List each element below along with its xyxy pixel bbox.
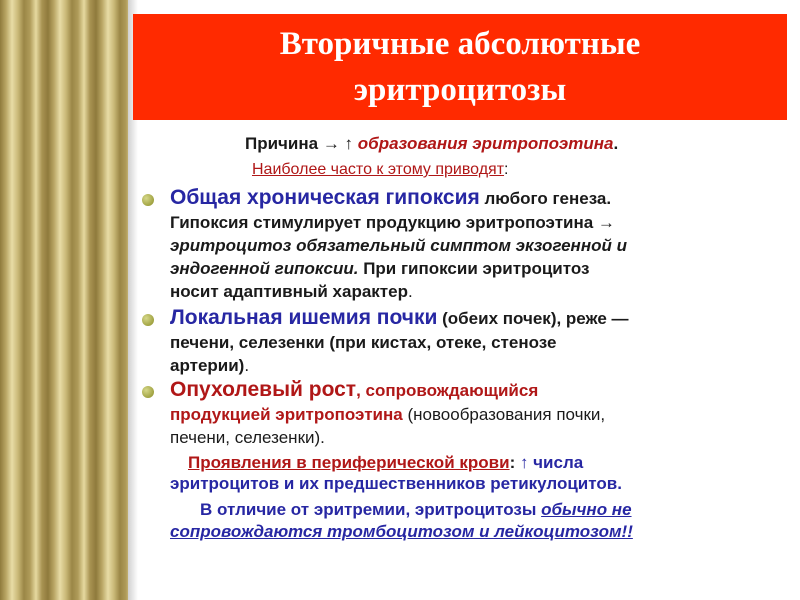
bullet-2-line-3	[170, 354, 249, 377]
bullet-2-rest: (обеих почек), реже —	[437, 309, 629, 328]
bullet-3-rest: , сопровождающийся	[356, 381, 539, 400]
cause-suffix: .	[613, 134, 619, 153]
decorative-side-panel	[0, 0, 128, 600]
bullet-1-line-4b: При гипоксии эритроцитоз	[358, 259, 590, 278]
bullet-1-line-3: эритроцитоз обязательный симптом экзогенной и	[170, 236, 627, 255]
bullet-2-line-2: печени, селезенки (при кистах, отеке, стенозе	[170, 333, 557, 352]
cause-prefix: Причина → ↑	[245, 134, 358, 153]
bullet-1-rest: любого генеза.	[479, 189, 612, 208]
often-line	[252, 161, 508, 179]
bullet-1-heading: Общая хроническая гипоксия	[170, 186, 480, 209]
bullet-1-line-5-text: носит адаптивный характер	[170, 282, 408, 301]
manifestations-line	[188, 453, 583, 473]
bullet-1-line-4	[170, 257, 589, 280]
bullet-3-line-1	[170, 378, 538, 402]
slide-title-line-1: Вторичные абсолютные	[279, 26, 641, 62]
bullet-3-line-2a: продукцией эритропоэтина	[170, 405, 403, 424]
bullet-3-line-2	[170, 403, 605, 426]
bullet-3-line-2b: (новообразования почки,	[402, 405, 606, 424]
bullet-3-heading: Опухолевый рост	[170, 378, 357, 401]
often-text: Наиболее часто к этому приводят	[252, 161, 505, 178]
difference-line	[200, 500, 632, 520]
bullet-1-line-5	[170, 280, 413, 303]
difference-line-2: сопровождаются тромбоцитозом и лейкоцитозом!!	[170, 522, 633, 541]
bullet-2-heading: Локальная ишемия почки	[170, 306, 438, 329]
bullet-3-line-3: печени, селезенки).	[170, 428, 325, 447]
difference-prefix: В отличие от эритремии, эритроцитозы	[200, 500, 542, 519]
bullet-marker	[142, 386, 154, 398]
cause-emphasis: образования эритропоэтина	[357, 134, 614, 153]
bullet-1-line-5-end: .	[407, 282, 413, 301]
bullet-marker	[142, 314, 154, 326]
manifestations-colon: :	[509, 453, 516, 472]
bullet-1-line-1	[170, 186, 611, 210]
difference-emphasis: обычно не	[541, 500, 632, 519]
bullet-2-line-1	[170, 306, 629, 330]
bullet-marker	[142, 194, 154, 206]
bullet-1-line-4a: эндогенной гипоксии.	[170, 259, 359, 278]
bullet-2-line-3-text: артерии)	[170, 356, 245, 375]
bullet-1-line-2: Гипоксия стимулирует продукцию эритропоэтина →	[170, 213, 615, 232]
manifestations-text: ↑ числа	[515, 453, 584, 472]
bullet-2-line-3-end: .	[244, 356, 250, 375]
cause-line	[245, 134, 618, 154]
slide-title-line-2: эритроцитозы	[353, 72, 567, 108]
often-colon: :	[504, 161, 509, 178]
title-banner	[133, 14, 787, 120]
manifestations-line-2: эритроцитов и их предшественников ретикулоцитов.	[170, 474, 622, 493]
manifestations-label: Проявления в периферической крови	[188, 453, 510, 472]
